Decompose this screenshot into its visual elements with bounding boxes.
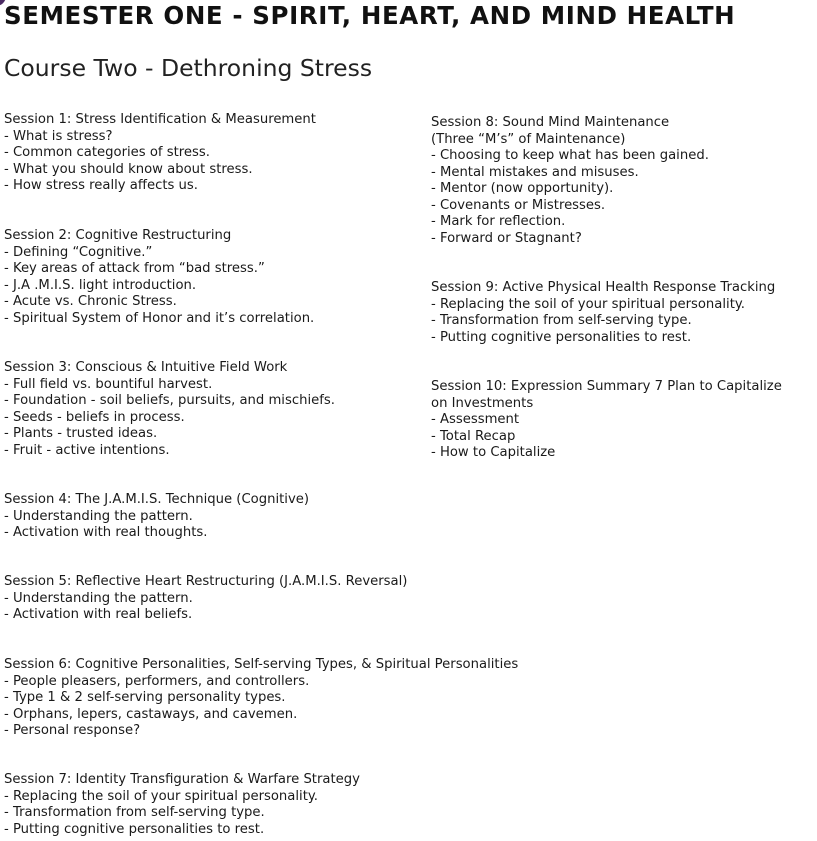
session-item: - Transformation from self-serving type.	[4, 805, 265, 820]
session-item: - Replacing the soil of your spiritual personality.	[431, 296, 745, 312]
session-item: - Activation with real beliefs.	[4, 607, 193, 622]
session-item: - People pleasers, performers, and controllers.	[4, 673, 310, 689]
session-title: Session 6: Cognitive Personalities, Self-serving Types, & Spiritual Personalities	[4, 657, 519, 672]
session-title: Session 10: Expression Summary 7 Plan to Capitalize	[431, 379, 782, 394]
session-item: - Transformation from self-serving type.	[431, 313, 692, 328]
session-item: - Putting cognitive personalities to rest.	[431, 329, 692, 345]
course-title: Course Two - Dethroning Stress	[4, 54, 373, 82]
session-title: Session 4: The J.A.M.I.S. Technique (Cognitive)	[4, 492, 310, 507]
session-item: - Mark for reflection.	[431, 214, 566, 229]
session-1	[4, 112, 316, 195]
session-item: - Type 1 & 2 self-serving personality types.	[4, 690, 286, 705]
session-item: - J.A .M.I.S. light introduction.	[4, 277, 197, 293]
session-item: - Spiritual System of Honor and it’s correlation.	[4, 310, 315, 326]
session-item: - Covenants or Mistresses.	[431, 197, 606, 213]
session-item: - Defining “Cognitive.”	[4, 244, 153, 260]
session-item: - Fruit - active intentions.	[4, 442, 170, 458]
session-item: - Total Recap	[431, 428, 516, 444]
session-item: - How stress really affects us.	[4, 178, 198, 193]
session-item: - Key areas of attack from “bad stress.”	[4, 261, 265, 276]
session-item: - Replacing the soil of your spiritual personality.	[4, 788, 318, 804]
session-6	[4, 657, 518, 740]
session-item: - Choosing to keep what has been gained.	[431, 148, 709, 163]
session-3	[4, 360, 335, 459]
session-title: Session 8: Sound Mind Maintenance	[431, 115, 670, 130]
session-item: - What is stress?	[4, 128, 113, 144]
session-item: - Plants - trusted ideas.	[4, 426, 158, 441]
semester-title: SEMESTER ONE - SPIRIT, HEART, AND MIND HEALTH	[4, 1, 736, 30]
session-title: Session 3: Conscious & Intuitive Field Work	[4, 360, 288, 375]
session-item: - Assessment	[431, 412, 520, 427]
session-item: - Understanding the pattern.	[4, 508, 193, 524]
session-title: Session 2: Cognitive Restructuring	[4, 228, 232, 243]
session-2	[4, 228, 314, 327]
session-item: - Mental mistakes and misuses.	[431, 164, 639, 180]
session-title: Session 1: Stress Identification & Measurement	[4, 112, 316, 127]
session-item: - Personal response?	[4, 723, 141, 738]
session-4	[4, 492, 309, 542]
session-item: - Putting cognitive personalities to rest.	[4, 821, 265, 837]
session-subtitle: (Three “M’s” of Maintenance)	[431, 131, 626, 147]
session-item: - Seeds - beliefs in process.	[4, 409, 185, 425]
session-8	[431, 115, 709, 247]
session-title: Session 5: Reflective Heart Restructuring (J.A.M.I.S. Reversal)	[4, 574, 408, 589]
session-title: Session 7: Identity Transfiguration & Warfare Strategy	[4, 772, 360, 787]
session-item: - What you should know about stress.	[4, 161, 253, 177]
session-title: Session 9: Active Physical Health Response Tracking	[431, 280, 776, 295]
session-10	[431, 379, 782, 462]
session-item: - Understanding the pattern.	[4, 590, 193, 606]
session-item: - Orphans, lepers, castaways, and cavemen.	[4, 706, 298, 722]
session-subtitle: on Investments	[431, 395, 534, 411]
session-item: - Common categories of stress.	[4, 145, 210, 160]
session-9	[431, 280, 775, 346]
session-item: - Full field vs. bountiful harvest.	[4, 376, 213, 392]
session-item: - How to Capitalize	[431, 445, 556, 460]
session-item: - Forward or Stagnant?	[431, 230, 582, 246]
session-item: - Activation with real thoughts.	[4, 525, 208, 540]
session-item: - Acute vs. Chronic Stress.	[4, 294, 177, 309]
session-item: - Mentor (now opportunity).	[431, 181, 614, 196]
session-5	[4, 574, 407, 624]
session-7	[4, 772, 360, 838]
session-item: - Foundation - soil beliefs, pursuits, and mischiefs.	[4, 393, 335, 408]
